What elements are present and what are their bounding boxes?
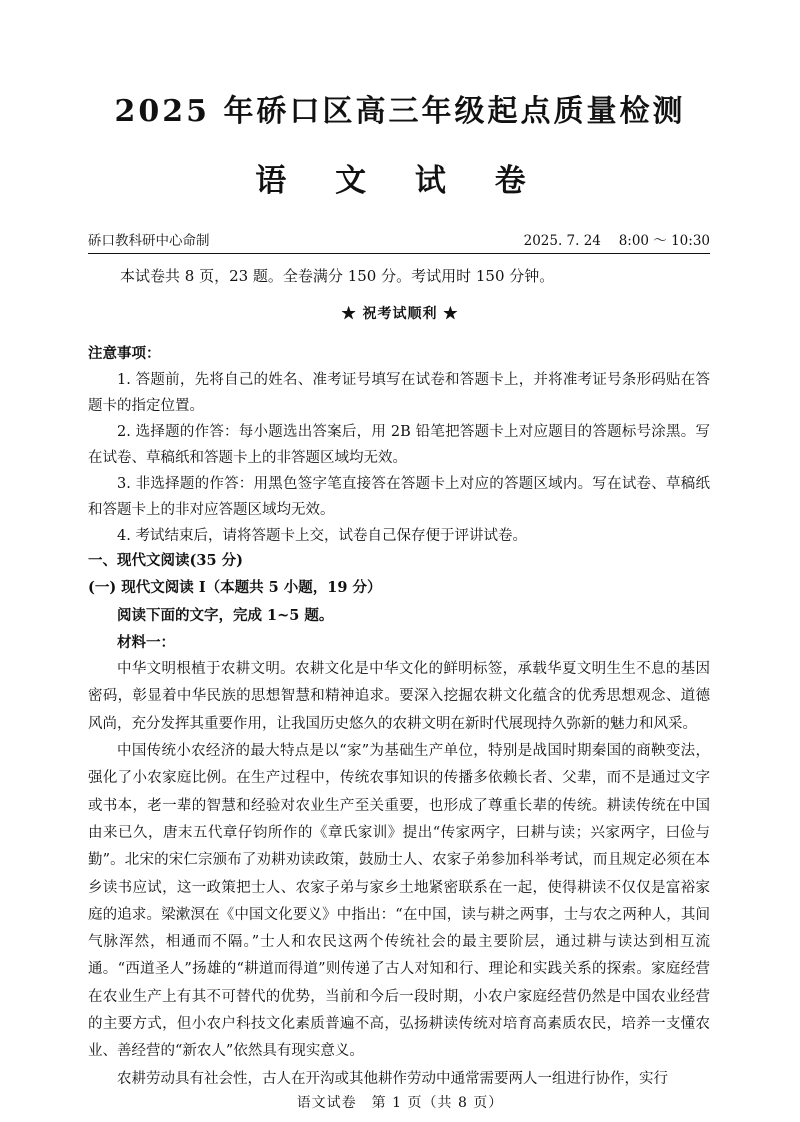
exam-intro: 本试卷共 8 页，23 题。全卷满分 150 分。考试用时 150 分钟。	[120, 267, 555, 285]
reading-section	[88, 547, 710, 1093]
paragraph: 农耕劳动具有社会性，古人在开沟或其他耕作劳动中通常需要两人一组进行协作，实行	[117, 1070, 668, 1087]
subject-title: 语 文 试 卷	[255, 163, 545, 199]
subsection-title: (一) 现代文阅读 I（本题共 5 小题，19 分）	[88, 579, 382, 597]
notice-section	[88, 341, 710, 549]
notice-heading: 注意事项：	[88, 345, 161, 362]
notice-item: 4. 考试结束后，请将答题卡上交，试卷自己保存便于评讲试卷。	[117, 528, 527, 544]
notice-item: 3. 非选择题的作答：用黑色签字笔直接答在答题卡上对应的答题区域内。写在试卷、草稿纸和答题卡上的非对应答题区域均无效。	[88, 476, 710, 518]
paragraph: 中华文明根植于农耕文明。农耕文化是中华文化的鲜明标签，承载华夏文明生生不息的基因密码，彰显着中华民族的思想智慧和精神追求。要深入挖掘农耕文化蕴含的优秀思想观念、道德风尚，充分发挥其重要作用，让我国历史悠久的农耕文明在新时代展现持久弥新的魅力和风采。	[88, 661, 710, 732]
section-title: 一、现代文阅读(35 分)	[88, 552, 243, 569]
page-footer: 语文试卷 第 1 页（共 8 页）	[296, 1095, 504, 1111]
meta-line	[88, 232, 710, 254]
notice-item: 2. 选择题的作答：每小题选出答案后，用 2B 铅笔把答题卡上对应题目的答题标号涂黑。写在试卷、草稿纸和答题卡上的非答题区域均无效。	[88, 424, 710, 466]
issuer: 硚口教科研中心命制	[88, 233, 210, 249]
instruction: 阅读下面的文字，完成 1~5 题。	[117, 606, 334, 624]
notice-item: 1. 答题前，先将自己的姓名、准考证号填写在试卷和答题卡上，并将准考证号条形码贴在答题卡的指定位置。	[88, 372, 710, 414]
paragraph: 中国传统小农经济的最大特点是以“家”为基础生产单位，特别是战国时期秦国的商鞅变法，强化了小农家庭比例。在生产过程中，传统农事知识的传播多依赖长者、父辈，而不是通过文字或书本，老一辈的智慧和经验对农业生产至关重要，也形成了尊重长辈的传统。耕读传统在中国由来已久，唐末五代章仔钧所作的《章氏家训》提出“传家两字，曰耕与读；兴家两字，曰俭与勤”。北宋的宋仁宗颁布了劝耕劝读政策，鼓励士人、农家子弟参加科举考试，而且规定必须在本乡读书应试，这一政策把士人、农家子弟与家乡土地紧密联系在一起，使得耕读不仅仅是富裕家庭的追求。梁漱溟在《中国文化要义》中指出：“在中国，读与耕之两事，士与农之两种人，其间气脉浑然，相通而不隔。”士人和农民这两个传统社会的最主要阶层，通过耕与读达到相互流通。“西道圣人”扬雄的“耕道而得道”则传递了古人对知和行、理论和实践关系的探索。家庭经营在农业生产上有其不可替代的优势，当前和今后一段时期，小农户家庭经营仍然是中国农业经营的主要方式，但小农户科技文化素质普遍不高，弘扬耕读传统对培育高素质农民，培养一支懂农业、善经营的“新农人”依然具有现实意义。	[88, 743, 710, 1060]
exam-date-time: 2025. 7. 24 8:00 ～ 10:30	[523, 233, 710, 249]
good-luck-line: ★ 祝考试顺利 ★	[341, 306, 459, 322]
exam-title: 2025 年硚口区高三年级起点质量检测	[114, 94, 686, 129]
material-label: 材料一：	[117, 633, 175, 651]
